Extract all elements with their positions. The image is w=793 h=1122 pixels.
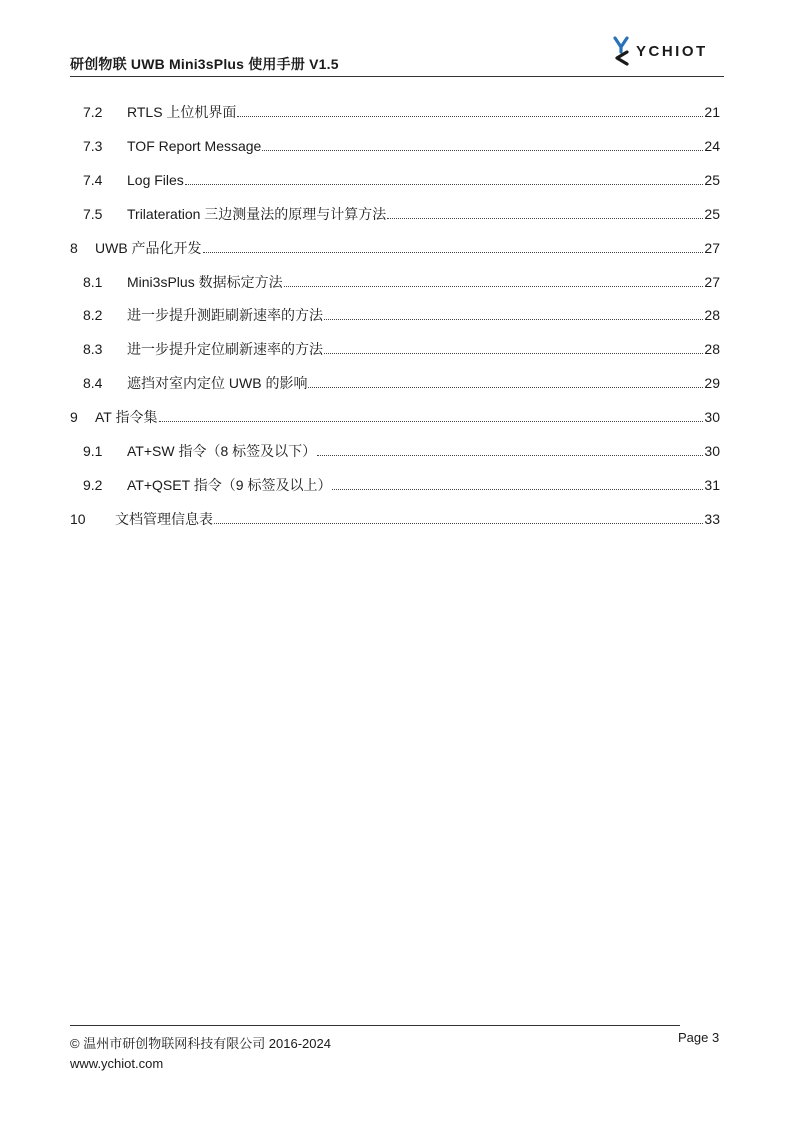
- toc-entry[interactable]: [70, 135, 720, 155]
- footer-divider: [70, 1025, 680, 1026]
- toc-entry-title: AT+QSET 指令（9 标签及以上）: [127, 476, 332, 493]
- toc-entry-page: 27: [704, 273, 720, 290]
- toc-entry-title: 进一步提升定位刷新速率的方法: [127, 341, 323, 358]
- toc-entry-page: 25: [704, 171, 720, 188]
- toc-entry-number: 8: [70, 239, 78, 256]
- toc-entry[interactable]: [70, 304, 720, 324]
- toc-entry-page: 33: [704, 510, 720, 527]
- toc-entry[interactable]: [70, 508, 720, 528]
- logo-wordmark: YCHIOT: [636, 42, 708, 60]
- ychiot-logo: [612, 36, 708, 66]
- toc-entry-number: 8.4: [83, 375, 103, 392]
- toc-entry[interactable]: [70, 101, 720, 121]
- toc-entry[interactable]: [70, 237, 720, 257]
- toc-dot-leader: [317, 454, 703, 456]
- toc-entry-number: 7.5: [83, 205, 103, 222]
- toc-dot-leader: [308, 386, 703, 388]
- toc-entry-title: 进一步提升测距刷新速率的方法: [127, 307, 323, 324]
- toc-entry-title: Mini3sPlus 数据标定方法: [127, 273, 283, 290]
- toc-entry-page: 28: [704, 307, 720, 324]
- toc-entry-page: 25: [704, 205, 720, 222]
- toc-entry[interactable]: [70, 440, 720, 460]
- toc-entry-page: 28: [704, 341, 720, 358]
- toc-entry-title: RTLS 上位机界面: [127, 104, 237, 120]
- toc-dot-leader: [203, 251, 703, 253]
- toc-entry-page: 21: [704, 104, 720, 120]
- toc-entry-number: 8.2: [83, 307, 103, 324]
- toc-entry-title: 遮挡对室内定位 UWB 的影响: [127, 375, 308, 392]
- toc-entry-page: 29: [704, 375, 720, 392]
- toc-entry[interactable]: [70, 271, 720, 291]
- toc-entry[interactable]: [70, 474, 720, 494]
- toc-entry-page: 30: [704, 409, 720, 426]
- toc-entry-number: 8.3: [83, 341, 103, 358]
- toc-entry-number: 9.1: [83, 443, 103, 459]
- toc-entry-title: 文档管理信息表: [115, 510, 213, 527]
- toc-entry-number: 7.4: [83, 171, 103, 188]
- toc-dot-leader: [214, 522, 703, 524]
- toc-entry-number: 7.3: [83, 137, 103, 154]
- header-divider: [70, 76, 724, 77]
- toc-dot-leader: [284, 285, 703, 287]
- toc-entry[interactable]: [70, 338, 720, 358]
- toc-entry-title: AT+SW 指令（8 标签及以下）: [127, 443, 317, 459]
- page-number: Page 3: [678, 1030, 720, 1045]
- toc-entry-number: 10: [70, 510, 86, 527]
- toc-dot-leader: [159, 420, 704, 422]
- toc-dot-leader: [237, 115, 703, 117]
- toc-entry-number: 8.1: [83, 273, 103, 290]
- toc-dot-leader: [324, 318, 703, 320]
- toc-dot-leader: [324, 352, 703, 354]
- toc-dot-leader: [387, 217, 703, 219]
- document-title: 研创物联 UWB Mini3sPlus 使用手册 V1.5: [70, 56, 339, 72]
- toc-entry-title: Trilateration 三边测量法的原理与计算方法: [127, 205, 387, 222]
- toc-entry-title: Log Files: [127, 171, 184, 188]
- toc-entry-number: 9: [70, 409, 78, 426]
- toc-entry[interactable]: [70, 372, 720, 392]
- footer-website: www.ychiot.com: [70, 1056, 164, 1071]
- footer-copyright: © 温州市研创物联网科技有限公司 2016-2024: [70, 1036, 331, 1051]
- toc-entry[interactable]: [70, 406, 720, 426]
- toc-dot-leader: [332, 488, 703, 490]
- toc-entry-page: 24: [704, 137, 720, 154]
- toc-entry-number: 7.2: [83, 104, 103, 120]
- ychiot-logo-icon: [612, 36, 630, 66]
- toc-dot-leader: [262, 149, 703, 151]
- toc-entry-page: 27: [704, 239, 720, 256]
- toc-entry-number: 9.2: [83, 476, 103, 493]
- toc-entry[interactable]: [70, 169, 720, 189]
- toc-dot-leader: [185, 183, 703, 185]
- toc-entry-page: 30: [704, 443, 720, 459]
- toc-entry-title: TOF Report Message: [127, 137, 262, 154]
- toc-entry-title: UWB 产品化开发: [95, 239, 202, 256]
- toc-entry[interactable]: [70, 203, 720, 223]
- toc-entry-title: AT 指令集: [95, 409, 158, 426]
- toc-entry-page: 31: [704, 476, 720, 493]
